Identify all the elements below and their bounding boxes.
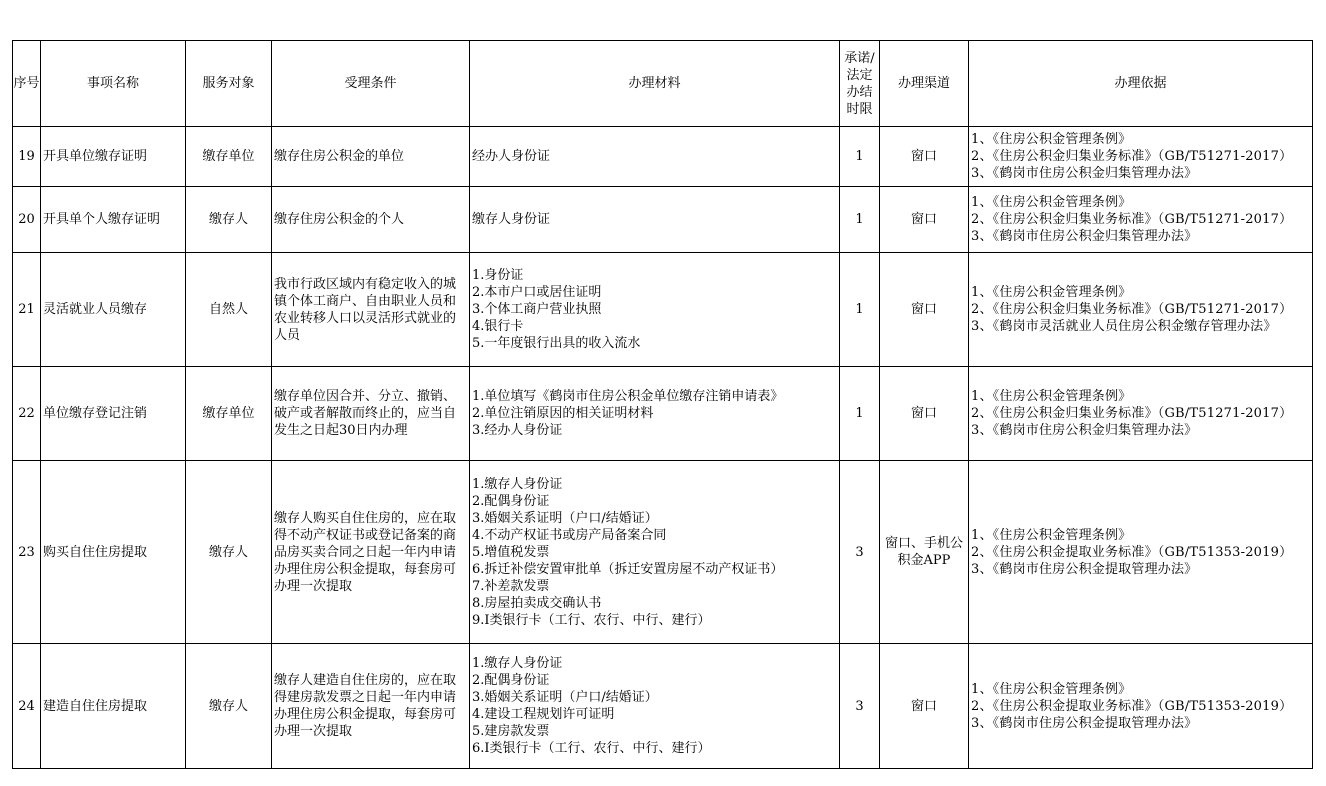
cell-basis (969, 127, 1313, 187)
cell-basis-line: 3、《鹤岗市住房公积金归集管理办法》 (971, 166, 1198, 181)
cell-seq: 20 (13, 187, 41, 253)
cell-basis (969, 461, 1313, 644)
cell-materials (470, 187, 840, 253)
cell-name: 灵活就业人员缴存 (41, 253, 186, 367)
cell-name: 建造自住住房提取 (41, 644, 186, 769)
cell-basis-line: 2、《住房公积金归集业务标准》（GB/T51271-2017） (971, 302, 1293, 317)
cell-materials-line: 4.不动产权证书或房产局备案合同 (472, 527, 667, 543)
cell-conditions: 缴存人购买自住住房的，应在取得不动产权证书或登记备案的商品房买卖合同之日起一年内申请办理住房公积金提取，每套房可办理一次提取 (272, 461, 470, 644)
cell-materials-line: 6.拆迁补偿安置审批单（拆迁安置房屋不动产权证书） (472, 561, 784, 577)
cell-materials-line: 1.身份证 (472, 268, 524, 283)
cell-materials-line: 3.婚姻关系证明（户口/结婚证） (472, 690, 658, 705)
cell-limit: 1 (840, 187, 880, 253)
cell-target: 缴存人 (186, 187, 272, 253)
cell-conditions: 缴存人建造自住住房的，应在取得建房款发票之日起一年内申请办理住房公积金提取，每套房可办理一次提取 (272, 644, 470, 769)
header-conditions: 受理条件 (272, 41, 470, 127)
cell-limit: 3 (840, 461, 880, 644)
cell-name: 购买自住住房提取 (41, 461, 186, 644)
cell-channel: 窗口 (880, 127, 969, 187)
cell-channel: 窗口 (880, 187, 969, 253)
cell-basis-line: 2、《住房公积金提取业务标准》（GB/T51353-2019） (971, 544, 1293, 560)
cell-seq: 24 (13, 644, 41, 769)
cell-target: 缴存单位 (186, 127, 272, 187)
cell-conditions: 缴存住房公积金的单位 (272, 127, 470, 187)
cell-channel: 窗口 (880, 644, 969, 769)
cell-materials (470, 644, 840, 769)
cell-name: 开具单位缴存证明 (41, 127, 186, 187)
cell-basis (969, 187, 1313, 253)
cell-conditions: 缴存单位因合并、分立、撤销、破产或者解散而终止的，应当自发生之日起30日内办理 (272, 367, 470, 461)
header-limit: 承诺/法定办结时限 (840, 41, 880, 127)
cell-channel: 窗口 (880, 367, 969, 461)
cell-materials-line: 缴存人身份证 (472, 212, 551, 227)
cell-materials-line: 经办人身份证 (472, 149, 551, 164)
cell-materials-line: 4.银行卡 (472, 319, 524, 334)
header-materials: 办理材料 (470, 41, 840, 127)
cell-seq: 23 (13, 461, 41, 644)
cell-basis-line: 2、《住房公积金归集业务标准》（GB/T51271-2017） (971, 212, 1293, 227)
cell-materials-line: 5.增值税发票 (472, 544, 550, 560)
cell-basis-line: 1、《住房公积金管理条例》 (971, 195, 1132, 210)
cell-target: 缴存单位 (186, 367, 272, 461)
header-basis: 办理依据 (969, 41, 1313, 127)
table-row (13, 127, 1313, 187)
service-items-table (12, 40, 1313, 769)
header-row (13, 41, 1313, 127)
cell-basis-line: 3、《鹤岗市住房公积金提取管理办法》 (971, 715, 1198, 731)
cell-basis-line: 3、《鹤岗市灵活就业人员住房公积金缴存管理办法》 (971, 319, 1277, 334)
cell-materials-line: 2.配偶身份证 (472, 493, 550, 509)
cell-target: 缴存人 (186, 461, 272, 644)
cell-basis (969, 367, 1313, 461)
cell-channel: 窗口 (880, 253, 969, 367)
cell-materials-line: 5.一年度银行出具的收入流水 (472, 336, 641, 351)
cell-basis-line: 3、《鹤岗市住房公积金归集管理办法》 (971, 229, 1198, 244)
cell-materials-line: 2.单位注销原因的相关证明材料 (472, 406, 654, 421)
cell-materials-line: 8.房屋拍卖成交确认书 (472, 595, 602, 611)
header-channel: 办理渠道 (880, 41, 969, 127)
cell-materials (470, 127, 840, 187)
cell-materials-line: 6.I类银行卡（工行、农行、中行、建行） (472, 741, 711, 756)
table-row (13, 253, 1313, 367)
cell-materials-line: 5.建房款发票 (472, 724, 550, 739)
cell-basis-line: 3、《鹤岗市住房公积金归集管理办法》 (971, 423, 1198, 438)
cell-materials (470, 253, 840, 367)
cell-basis-line: 1、《住房公积金管理条例》 (971, 285, 1132, 300)
cell-basis-line: 1、《住房公积金管理条例》 (971, 389, 1132, 404)
cell-seq: 19 (13, 127, 41, 187)
cell-target: 缴存人 (186, 644, 272, 769)
cell-limit: 1 (840, 127, 880, 187)
cell-name: 开具单个人缴存证明 (41, 187, 186, 253)
cell-limit: 1 (840, 253, 880, 367)
header-seq: 序号 (13, 41, 41, 127)
cell-basis-line: 1、《住房公积金管理条例》 (971, 527, 1132, 543)
cell-materials-line: 1.单位填写《鹤岗市住房公积金单位缴存注销申请表》 (472, 389, 784, 404)
cell-limit: 1 (840, 367, 880, 461)
cell-materials-line: 9.I类银行卡（工行、农行、中行、建行） (472, 612, 711, 628)
cell-materials-line: 2.本市户口或居住证明 (472, 285, 602, 300)
cell-materials-line: 3.个体工商户营业执照 (472, 302, 602, 317)
cell-basis-line: 2、《住房公积金提取业务标准》（GB/T51353-2019） (971, 698, 1293, 714)
cell-limit: 3 (840, 644, 880, 769)
cell-target: 自然人 (186, 253, 272, 367)
cell-materials-line: 3.经办人身份证 (472, 423, 563, 438)
cell-basis-line: 2、《住房公积金归集业务标准》（GB/T51271-2017） (971, 149, 1293, 164)
header-name: 事项名称 (41, 41, 186, 127)
cell-basis (969, 644, 1313, 769)
cell-channel: 窗口、手机公积金APP (880, 461, 969, 644)
cell-materials (470, 367, 840, 461)
cell-conditions: 我市行政区域内有稳定收入的城镇个体工商户、自由职业人员和农业转移人口以灵活形式就业的人员 (272, 253, 470, 367)
table-row (13, 187, 1313, 253)
cell-materials-line: 1.缴存人身份证 (472, 476, 563, 492)
cell-materials-line: 3.婚姻关系证明（户口/结婚证） (472, 510, 658, 526)
table-row (13, 644, 1313, 769)
cell-basis-line: 3、《鹤岗市住房公积金提取管理办法》 (971, 561, 1198, 577)
cell-name: 单位缴存登记注销 (41, 367, 186, 461)
cell-seq: 21 (13, 253, 41, 367)
cell-conditions: 缴存住房公积金的个人 (272, 187, 470, 253)
header-target: 服务对象 (186, 41, 272, 127)
cell-basis-line: 2、《住房公积金归集业务标准》（GB/T51271-2017） (971, 406, 1293, 421)
cell-seq: 22 (13, 367, 41, 461)
cell-materials-line: 2.配偶身份证 (472, 673, 550, 688)
cell-materials-line: 1.缴存人身份证 (472, 656, 563, 671)
cell-materials-line: 7.补差款发票 (472, 578, 550, 594)
table-row (13, 461, 1313, 644)
cell-materials-line: 4.建设工程规划许可证明 (472, 707, 615, 722)
table-row (13, 367, 1313, 461)
cell-basis-line: 1、《住房公积金管理条例》 (971, 681, 1132, 697)
cell-basis (969, 253, 1313, 367)
cell-basis-line: 1、《住房公积金管理条例》 (971, 132, 1132, 147)
cell-materials (470, 461, 840, 644)
